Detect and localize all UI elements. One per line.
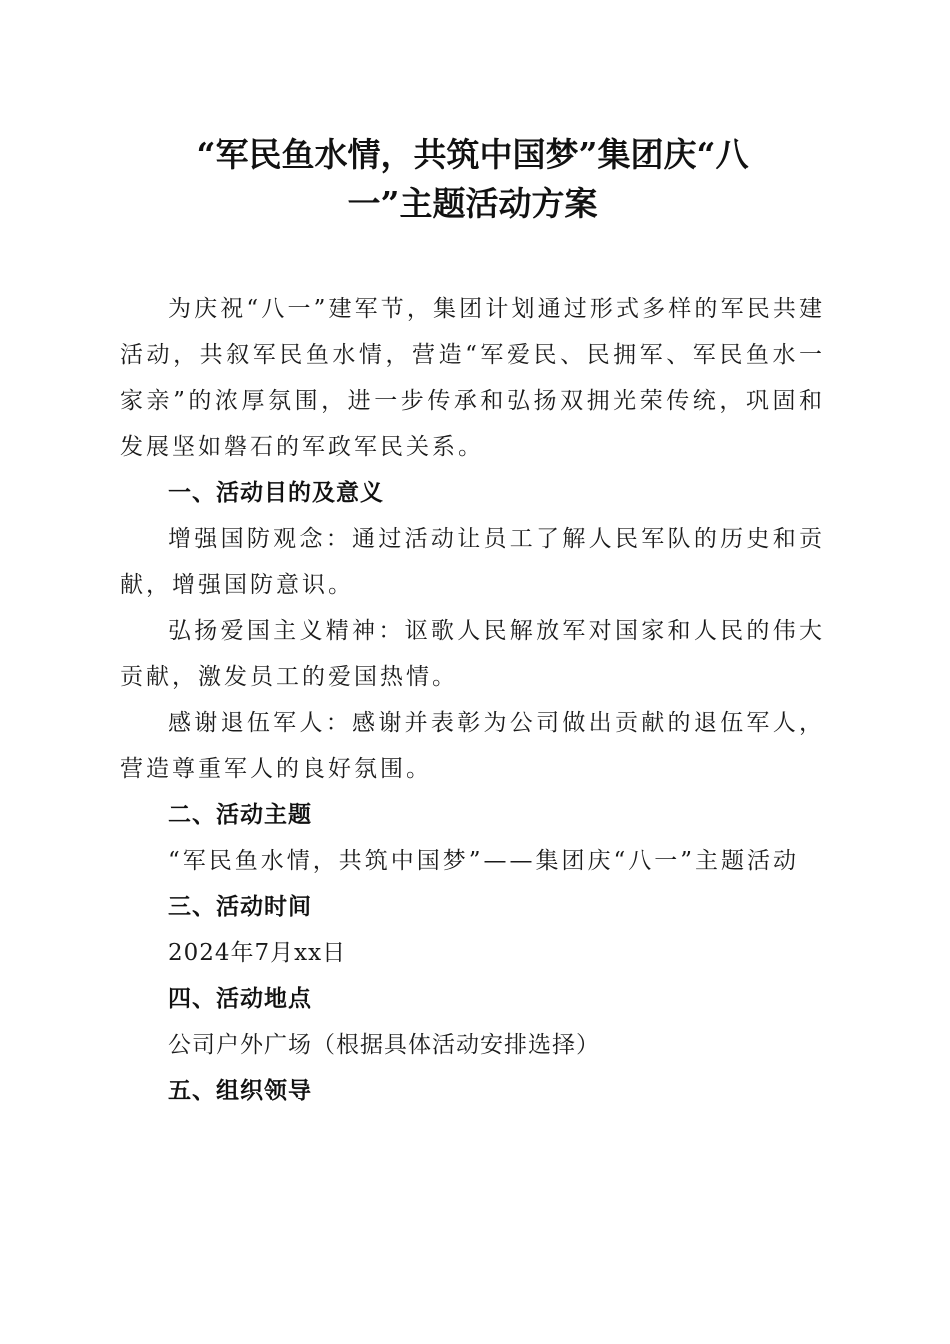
- intro-paragraph: 为庆祝“八一”建军节，集团计划通过形式多样的军民共建活动，共叙军民鱼水情，营造“军爱民、民拥军、军民鱼水一家亲”的浓厚氛围，进一步传承和弘扬双拥光荣传统，巩固和发展坚如磐石的军政军民关系。: [120, 296, 825, 460]
- purpose-paragraph-defense: 增强国防观念：通过活动让员工了解人民军队的历史和贡献，增强国防意识。: [120, 526, 825, 598]
- time-paragraph: 2024年7月xx日: [168, 940, 347, 966]
- title-line-1: “军民鱼水情，共筑中国梦”集团庆“八: [196, 135, 749, 174]
- title-spacer: [120, 228, 825, 286]
- section-heading-leadership: 五、组织领导: [168, 1078, 312, 1104]
- title-line-2: 一”主题活动方案: [347, 184, 598, 223]
- purpose-paragraph-veterans: 感谢退伍军人：感谢并表彰为公司做出贡献的退伍军人，营造尊重军人的良好氛围。: [120, 710, 825, 782]
- section-heading-location: 四、活动地点: [168, 986, 312, 1012]
- purpose-paragraph-patriotism: 弘扬爱国主义精神：讴歌人民解放军对国家和人民的伟大贡献，激发员工的爱国热情。: [120, 618, 825, 690]
- theme-paragraph: “军民鱼水情，共筑中国梦”——集团庆“八一”主题活动: [168, 848, 800, 874]
- location-paragraph: 公司户外广场（根据具体活动安排选择）: [168, 1032, 600, 1058]
- section-heading-theme: 二、活动主题: [168, 802, 312, 828]
- section-heading-purpose: 一、活动目的及意义: [168, 480, 384, 506]
- document-title: [120, 130, 825, 228]
- section-heading-time: 三、活动时间: [168, 894, 312, 920]
- document-page: [120, 130, 825, 1114]
